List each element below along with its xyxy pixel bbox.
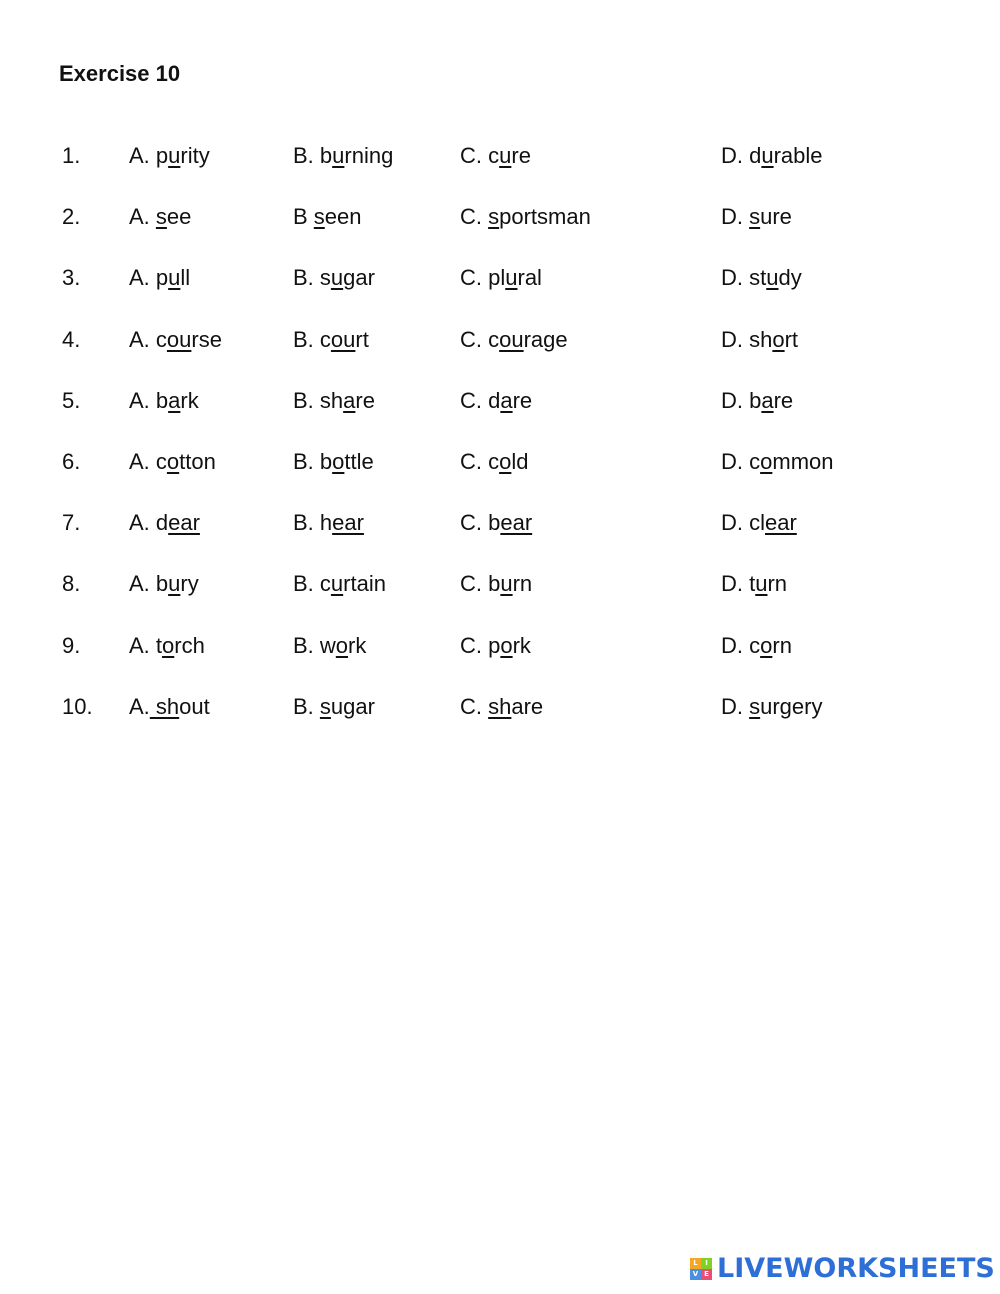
option-text: re	[512, 387, 533, 413]
option-c	[460, 262, 542, 294]
option-a	[129, 446, 216, 478]
question-row	[0, 262, 1000, 323]
underlined-sound: o	[500, 632, 513, 658]
underlined-sound: ou	[330, 326, 356, 352]
option-text: A. p	[129, 143, 169, 168]
option-a	[129, 201, 191, 233]
option-text: re	[511, 143, 531, 168]
question-row	[0, 691, 1000, 752]
option-text: rn	[772, 632, 792, 658]
option-text: B. sh	[293, 387, 344, 413]
underlined-sound: s	[749, 204, 761, 230]
underlined-sound: ear	[500, 510, 533, 536]
option-text: B. h	[293, 510, 333, 536]
question-row	[0, 324, 1000, 385]
underlined-sound: u	[761, 143, 774, 168]
option-c	[460, 385, 532, 417]
option-text: D. c	[721, 632, 761, 658]
question-number: 10.	[62, 693, 93, 719]
option-text: C. b	[460, 510, 501, 536]
question-list	[0, 140, 1000, 752]
option-text: dy	[778, 265, 802, 291]
option-text: out	[179, 693, 210, 719]
logo-icon-letter: V	[690, 1269, 701, 1280]
underlined-sound: o	[772, 326, 785, 352]
underlined-sound: a	[761, 387, 774, 413]
underlined-sound: s	[488, 204, 500, 230]
option-b	[293, 262, 375, 294]
option-b	[293, 446, 374, 478]
option-d	[721, 140, 823, 172]
underlined-sound: o	[166, 448, 180, 474]
underlined-sound: ear	[765, 510, 797, 536]
option-text: D. st	[721, 265, 767, 291]
option-text: rk	[512, 632, 531, 658]
question-number: 9.	[62, 632, 81, 658]
option-b	[293, 385, 375, 417]
option-d	[721, 568, 787, 600]
option-a	[129, 324, 222, 356]
option-text: portsman	[499, 204, 591, 230]
option-text: rn	[767, 571, 788, 597]
logo-icon-letter: L	[690, 1258, 701, 1269]
underlined-sound: u	[766, 265, 779, 291]
option-text: A. p	[129, 265, 169, 291]
underlined-sound: u	[500, 571, 513, 597]
option-text: gar	[343, 265, 375, 291]
option-text: A.	[129, 204, 156, 230]
option-text: C. c	[460, 143, 500, 168]
option-d	[721, 262, 802, 294]
option-c	[460, 630, 531, 662]
option-text: rn	[512, 571, 533, 597]
option-c	[460, 324, 568, 356]
option-text: B. b	[293, 448, 333, 474]
option-text: rt	[355, 326, 369, 352]
question-number: 5.	[62, 387, 81, 413]
option-text: A. d	[129, 510, 169, 536]
underlined-sound: s	[749, 693, 761, 719]
option-text: D. t	[721, 571, 756, 597]
option-text: C. c	[460, 326, 500, 352]
option-b	[293, 568, 386, 600]
option-text: re	[773, 387, 794, 413]
question-row	[0, 140, 1000, 201]
option-text: ll	[180, 265, 191, 291]
question-number: 2.	[62, 204, 81, 230]
option-text: are	[511, 693, 544, 719]
option-b	[293, 324, 369, 356]
option-text: ee	[166, 204, 192, 230]
underlined-sound: u	[505, 265, 518, 291]
option-text: ttle	[344, 448, 374, 474]
option-text: rt	[784, 326, 799, 352]
question-number: 6.	[62, 448, 81, 474]
option-text: C. p	[460, 632, 501, 658]
option-d	[721, 324, 798, 356]
option-d	[721, 630, 792, 662]
underlined-sound: sh	[149, 693, 180, 719]
option-d	[721, 201, 792, 233]
underlined-sound: u	[499, 143, 512, 168]
option-text: B.	[293, 693, 320, 719]
option-text: rch	[174, 632, 205, 658]
option-text: A. c	[129, 448, 167, 474]
option-text: A. b	[129, 571, 169, 597]
option-c	[460, 507, 532, 539]
option-text: A. b	[129, 387, 169, 413]
logo-wordmark: LIVEWORKSHEETS	[717, 1253, 995, 1284]
option-c	[460, 691, 543, 723]
underlined-sound: o	[162, 632, 175, 658]
option-text: B. b	[293, 143, 333, 168]
option-text: D.	[721, 693, 750, 719]
exercise-title: Exercise 10	[59, 61, 181, 86]
option-text: rity	[180, 143, 210, 168]
option-text: ry	[180, 571, 199, 597]
underlined-sound: u	[755, 571, 768, 597]
option-d	[721, 385, 793, 417]
option-text: ure	[760, 204, 792, 230]
question-number: 1.	[62, 143, 81, 168]
underlined-sound: s	[319, 693, 331, 719]
option-b	[293, 630, 366, 662]
liveworksheets-logo-icon	[690, 1258, 712, 1280]
question-number: 8.	[62, 571, 81, 597]
question-row	[0, 507, 1000, 568]
question-row	[0, 201, 1000, 262]
underlined-sound: o	[760, 632, 773, 658]
option-b	[293, 140, 393, 172]
option-c	[460, 568, 532, 600]
option-text: C. pl	[460, 265, 506, 291]
underlined-sound: u	[330, 265, 344, 291]
underlined-sound: u	[332, 143, 345, 168]
underlined-sound: a	[500, 387, 513, 413]
underlined-sound: o	[499, 448, 512, 474]
underlined-sound: u	[330, 571, 344, 597]
option-c	[460, 201, 591, 233]
underlined-sound: ear	[332, 510, 364, 536]
logo-icon-letter: E	[701, 1269, 712, 1280]
option-a	[129, 262, 190, 294]
option-text: C.	[460, 693, 489, 719]
option-text: rk	[348, 632, 367, 658]
option-text: D. cl	[721, 510, 765, 536]
underlined-sound: u	[168, 265, 181, 291]
option-a	[129, 385, 199, 417]
underlined-sound: ou	[499, 326, 524, 352]
option-b	[293, 691, 375, 723]
option-text: rtain	[343, 571, 386, 597]
option-d	[721, 507, 797, 539]
option-text: C.	[460, 204, 489, 230]
option-text: rk	[180, 387, 199, 413]
option-text: B. w	[293, 632, 336, 658]
question-row	[0, 630, 1000, 691]
option-text: B. c	[293, 326, 331, 352]
liveworksheets-logo	[690, 1252, 995, 1286]
option-text: D. c	[721, 448, 761, 474]
underlined-sound: a	[343, 387, 356, 413]
option-d	[721, 446, 834, 478]
option-text: D. b	[721, 387, 762, 413]
question-row	[0, 385, 1000, 446]
question-number: 3.	[62, 265, 81, 291]
option-c	[460, 446, 529, 478]
underlined-sound: o	[335, 632, 349, 658]
logo-icon-letter: I	[701, 1258, 712, 1269]
underlined-sound: o	[760, 448, 773, 474]
option-text: tton	[179, 448, 216, 474]
question-number: 4.	[62, 326, 81, 352]
option-c	[460, 140, 531, 172]
option-text: A. c	[129, 326, 167, 352]
option-a	[129, 507, 200, 539]
option-text: re	[355, 387, 375, 413]
option-text: ld	[511, 448, 529, 474]
option-text: A. t	[129, 632, 163, 658]
option-text: D. d	[721, 143, 762, 168]
underlined-sound: sh	[488, 693, 512, 719]
underlined-sound: u	[168, 143, 181, 168]
option-text: rning	[344, 143, 394, 168]
option-a	[129, 140, 210, 172]
underlined-sound: s	[313, 204, 325, 230]
option-text: D.	[721, 204, 750, 230]
option-text: B. c	[293, 571, 331, 597]
question-row	[0, 568, 1000, 629]
option-text: rse	[191, 326, 222, 352]
option-a	[129, 568, 199, 600]
option-a	[129, 630, 205, 662]
option-text: C. c	[460, 448, 500, 474]
underlined-sound: ear	[168, 510, 200, 536]
option-d	[721, 691, 822, 723]
option-text: een	[324, 204, 362, 230]
underlined-sound: u	[168, 571, 181, 597]
underlined-sound: ou	[166, 326, 192, 352]
question-row	[0, 446, 1000, 507]
option-b	[293, 507, 364, 539]
underlined-sound: s	[155, 204, 167, 230]
question-number: 7.	[62, 510, 81, 536]
underlined-sound: a	[168, 387, 181, 413]
option-text: B. s	[293, 265, 331, 291]
option-text: ugar	[330, 693, 375, 719]
option-a	[129, 691, 210, 723]
option-text: C. b	[460, 571, 501, 597]
option-text: rage	[523, 326, 568, 352]
option-text: A.	[129, 693, 150, 719]
option-text: urgery	[760, 693, 823, 719]
option-text: ral	[517, 265, 542, 291]
option-text: B	[293, 204, 314, 230]
underlined-sound: o	[332, 448, 345, 474]
option-b	[293, 201, 362, 233]
option-text: mmon	[772, 448, 834, 474]
option-text: rable	[773, 143, 823, 168]
option-text: C. d	[460, 387, 501, 413]
option-text: D. sh	[721, 326, 773, 352]
